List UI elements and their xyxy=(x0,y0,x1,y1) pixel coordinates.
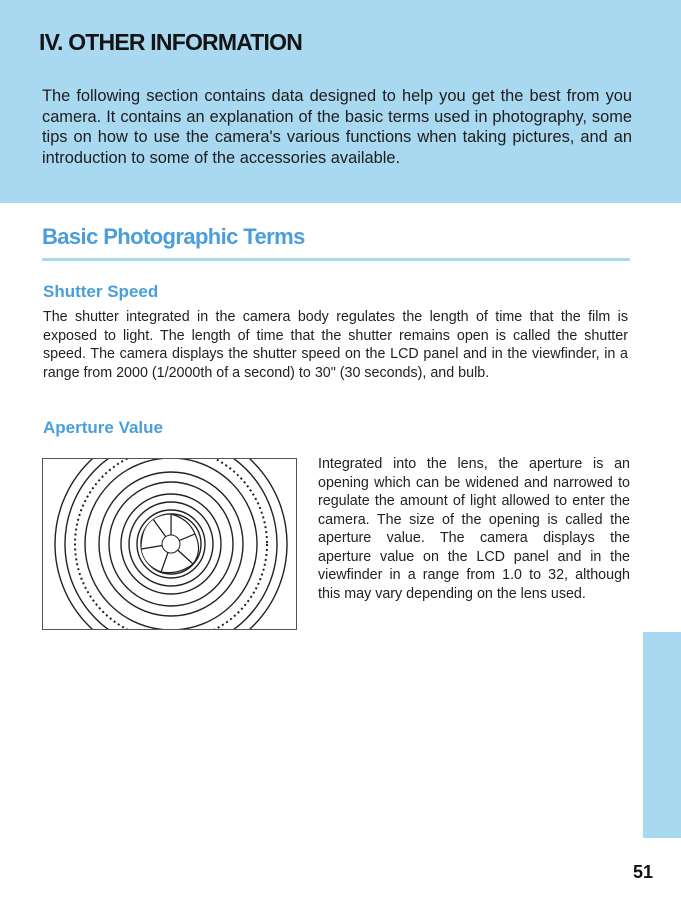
side-tab-marker xyxy=(643,632,681,838)
section-title: Basic Photographic Terms xyxy=(42,224,305,249)
intro-paragraph: The following section contains data designed to help you get the best from you camera. It contains an explanation of the basic terms used in photography, some tips on how to use the camera's various functions when taking pictures, and an introduction to some of the accessories available. xyxy=(42,87,632,167)
shutter-speed-text: The shutter integrated in the camera body regulates the length of time that the film is exposed to light. The length of time that the shutter remains open is called the shutter speed. The camera displays the shutter speed on the LCD panel and in the viewfinder, in a range from 2000 (1/2000th of a second) to 30" (30 seconds), and bulb. xyxy=(43,309,628,381)
lens-aperture-illustration xyxy=(42,458,297,630)
shutter-speed-heading: Shutter Speed xyxy=(43,282,159,301)
lens-drawing xyxy=(43,459,296,629)
page-number: 51 xyxy=(633,862,654,882)
aperture-value-text: Integrated into the lens, the aperture is an opening which can be widened and narrowed to regulate the amount of light allowed to enter the camera. The size of the opening is called the aperture value. The camera displays the aperture value on the LCD panel and in the viewfinder in a range from 1.0 to 32, although this may vary depending on the lens used. xyxy=(318,456,630,602)
section-divider xyxy=(42,258,630,261)
chapter-title: IV. OTHER INFORMATION xyxy=(39,29,303,55)
aperture-value-heading: Aperture Value xyxy=(43,418,163,437)
